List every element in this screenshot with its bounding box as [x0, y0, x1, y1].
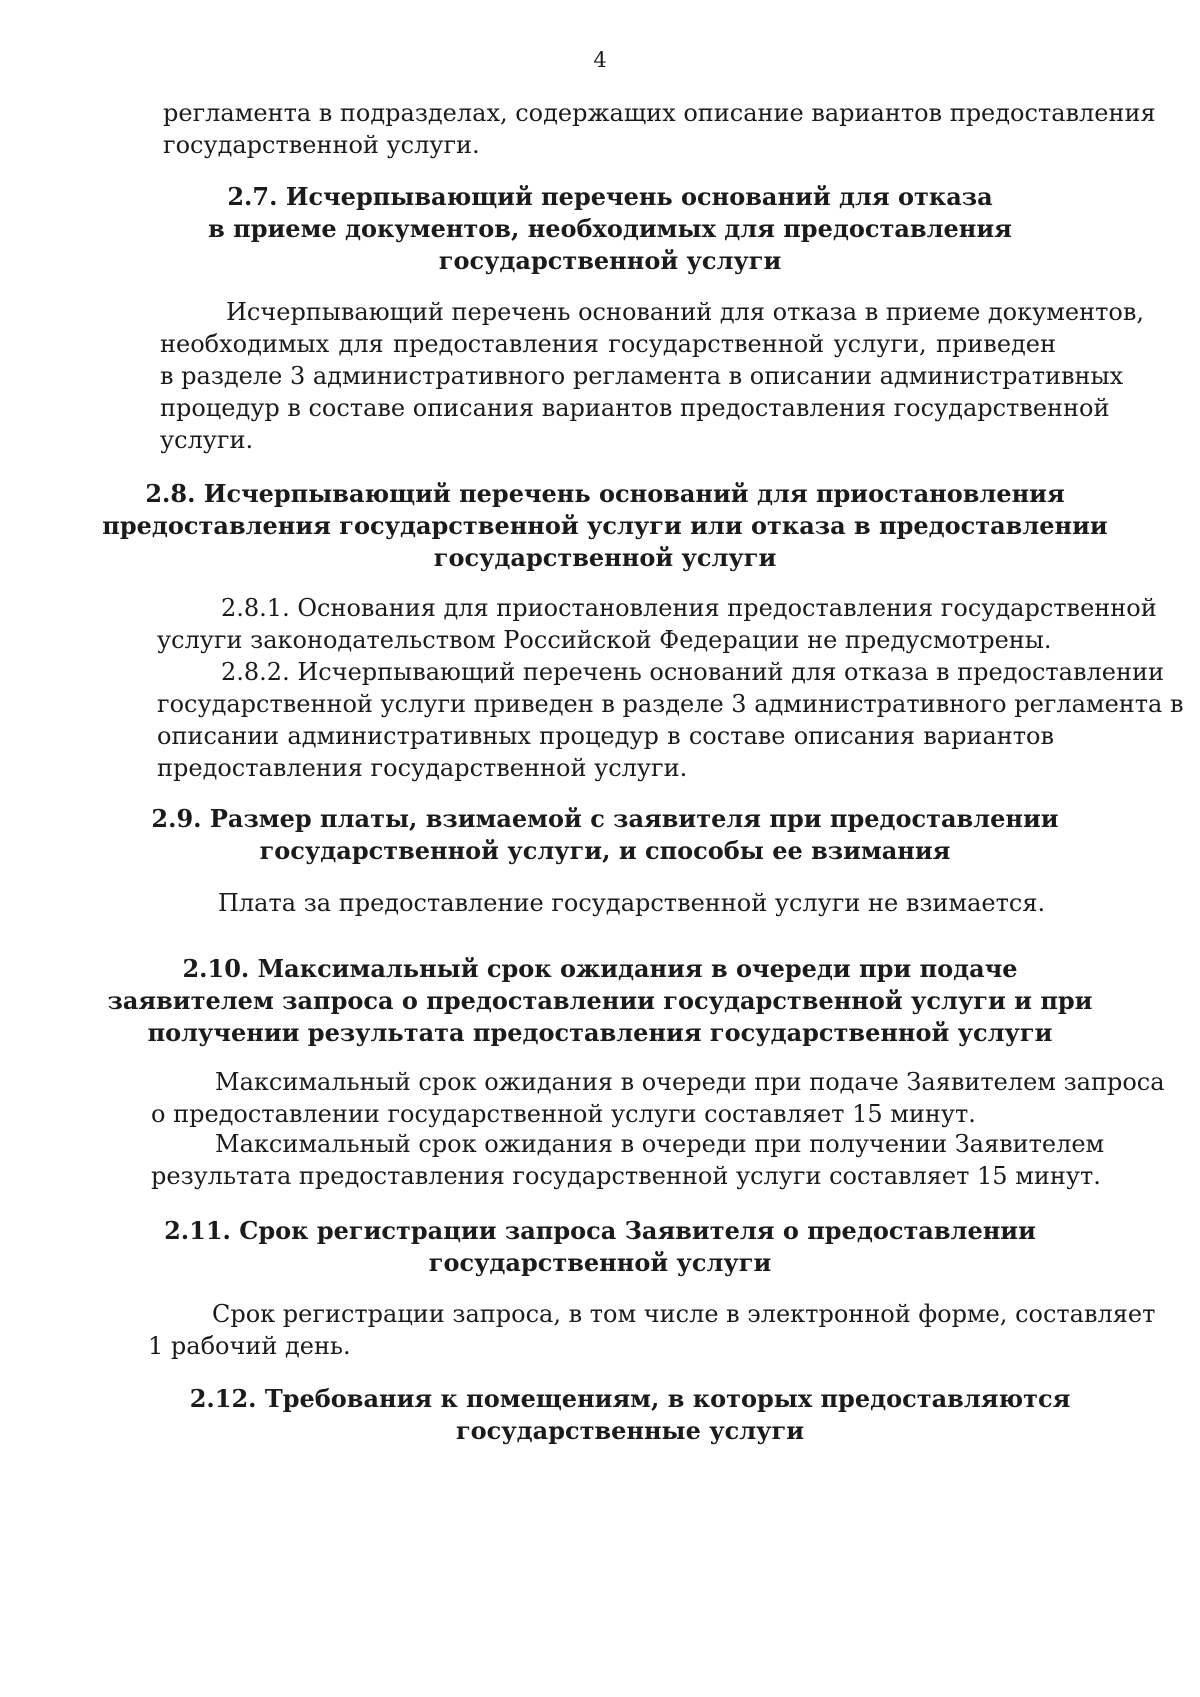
text-line: государственной услуги.: [163, 131, 480, 159]
text-line: необходимых для предоставления государственной услуги, приведен: [160, 330, 1056, 358]
section-heading-2-9: [100, 803, 1110, 867]
heading-line: государственные услуги: [455, 1416, 805, 1445]
text-line: регламента в подразделах, содержащих описание вариантов предоставления: [163, 99, 1156, 127]
text-line: Плата за предоставление государственной услуги не взимается.: [218, 889, 1046, 917]
text-line: 1 рабочий день.: [148, 1332, 351, 1360]
heading-line: государственной услуги, и способы ее взимания: [259, 836, 951, 865]
text-line: о предоставлении государственной услуги составляет 15 минут.: [151, 1100, 976, 1128]
section-heading-2-10: [100, 953, 1100, 1049]
heading-line: предоставления государственной услуги или отказа в предоставлении: [102, 511, 1108, 540]
text-line: услуги.: [160, 426, 254, 454]
paragraph: [157, 592, 1157, 656]
text-line: 2.8.2. Исчерпывающий перечень оснований для отказа в предоставлении: [221, 658, 1164, 686]
paragraph: [151, 1066, 1165, 1130]
text-line: Максимальный срок ожидания в очереди при получении Заявителем: [215, 1130, 1105, 1158]
paragraph: [157, 887, 1054, 919]
heading-line: 2.8. Исчерпывающий перечень оснований для приостановления: [145, 479, 1065, 508]
paragraph: [157, 656, 1184, 784]
heading-line: получении результата предоставления государственной услуги: [147, 1018, 1053, 1047]
heading-line: 2.10. Максимальный срок ожидания в очереди при подаче: [182, 954, 1018, 983]
heading-line: заявителем запроса о предоставлении государственной услуги и при: [107, 986, 1093, 1015]
paragraph: [163, 97, 1156, 161]
text-line: государственной услуги приведен в разделе 3 административного регламента в: [157, 690, 1184, 718]
heading-line: 2.12. Требования к помещениям, в которых предоставляются: [189, 1384, 1071, 1413]
paragraph: [160, 296, 1144, 456]
text-line: Исчерпывающий перечень оснований для отказа в приеме документов,: [226, 298, 1144, 326]
text-line: процедур в составе описания вариантов предоставления государственной: [160, 394, 1110, 422]
heading-line: 2.9. Размер платы, взимаемой с заявителя при предоставлении: [151, 804, 1059, 833]
section-heading-2-8: [100, 478, 1110, 574]
section-heading-2-12: [100, 1383, 1160, 1447]
text-line: результата предоставления государственной услуги составляет 15 минут.: [151, 1162, 1101, 1190]
page-number: 4: [593, 48, 607, 72]
heading-line: 2.11. Срок регистрации запроса Заявителя о предоставлении: [164, 1216, 1036, 1245]
text-line: услуги законодательством Российской Федерации не предусмотрены.: [157, 626, 1052, 654]
heading-line: в приеме документов, необходимых для предоставления: [208, 214, 1012, 243]
paragraph: [151, 1128, 1105, 1192]
heading-line: государственной услуги: [428, 1248, 772, 1277]
section-heading-2-7: [100, 181, 1120, 277]
section-heading-2-11: [100, 1215, 1100, 1279]
heading-line: государственной услуги: [433, 543, 777, 572]
text-line: 2.8.1. Основания для приостановления предоставления государственной: [221, 594, 1157, 622]
heading-line: государственной услуги: [438, 246, 782, 275]
text-line: Срок регистрации запроса, в том числе в электронной форме, составляет: [212, 1300, 1156, 1328]
paragraph: [148, 1298, 1156, 1362]
text-line: Максимальный срок ожидания в очереди при подаче Заявителем запроса: [215, 1068, 1165, 1096]
text-line: описании административных процедур в составе описания вариантов: [157, 722, 1054, 750]
text-line: в разделе 3 административного регламента в описании административных: [160, 362, 1124, 390]
text-line: предоставления государственной услуги.: [157, 754, 688, 782]
heading-line: 2.7. Исчерпывающий перечень оснований для отказа: [227, 182, 993, 211]
